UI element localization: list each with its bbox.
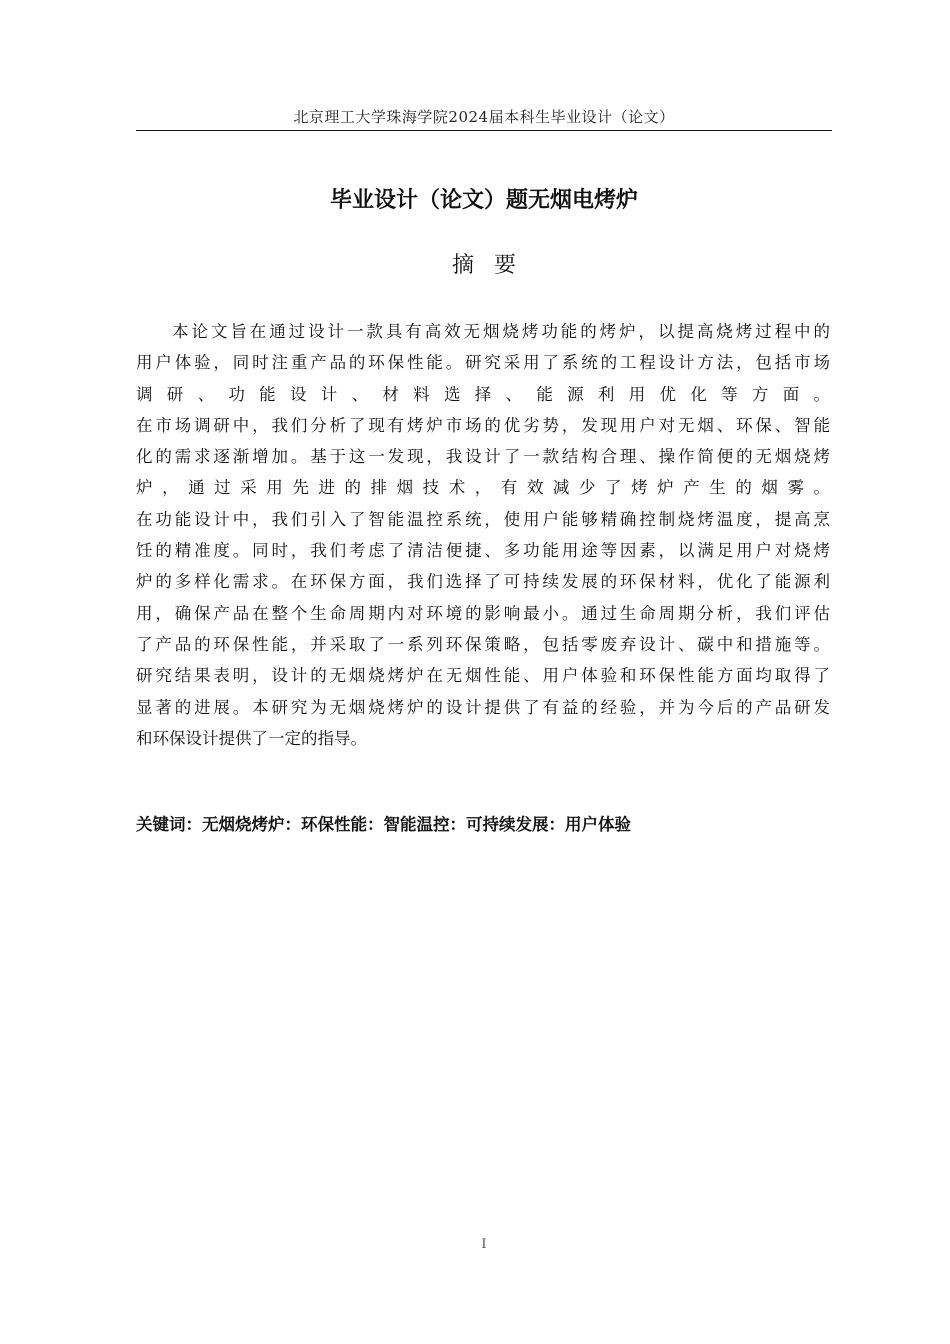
abstract-line: 炉，通过采用先进的排烟技术，有效减少了烤炉产生的烟雾。 — [136, 478, 830, 498]
abstract-line: 本论文旨在通过设计一款具有高效无烟烧烤功能的烤炉，以提高烧烤过程中的 — [172, 322, 830, 341]
running-header: 北京理工大学珠海学院2024届本科生毕业设计（论文） — [293, 108, 675, 126]
abstract-line: 了产品的环保性能，并采取了一系列环保策略，包括零废弃设计、碳中和措施等。 — [136, 634, 830, 654]
abstract-line: 饪的精准度。同时，我们考虑了清洁便捷、多功能用途等因素，以满足用户对烧烤 — [136, 541, 830, 561]
thesis-title: 毕业设计（论文）题无烟电烤炉 — [329, 188, 638, 213]
abstract-line: 显著的进展。本研究为无烟烧烤炉的设计提供了有益的经验，并为今后的产品研发 — [136, 697, 830, 717]
header-rule — [136, 130, 832, 131]
abstract-line: 和环保设计提供了一定的指导。 — [136, 728, 367, 748]
page-number: I — [481, 1237, 487, 1252]
abstract-body — [136, 316, 830, 754]
abstract-line: 在功能设计中，我们引入了智能温控系统，使用户能够精确控制烧烤温度，提高烹 — [136, 509, 830, 529]
keywords-line: 关键词：无烟烧烤炉：环保性能：智能温控：可持续发展：用户体验 — [136, 815, 631, 834]
abstract-line: 炉的多样化需求。在环保方面，我们选择了可持续发展的环保材料，优化了能源利 — [136, 572, 830, 592]
abstract-line: 化的需求逐渐增加。基于这一发现，我设计了一款结构合理、操作简便的无烟烧烤 — [136, 447, 830, 467]
abstract-line: 在市场调研中，我们分析了现有烤炉市场的优劣势，发现用户对无烟、环保、智能 — [136, 415, 830, 435]
abstract-line: 用户体验，同时注重产品的环保性能。研究采用了系统的工程设计方法，包括市场 — [136, 353, 830, 373]
abstract-line: 研究结果表明，设计的无烟烧烤炉在无烟性能、用户体验和环保性能方面均取得了 — [136, 666, 830, 686]
abstract-line: 用，确保产品在整个生命周期内对环境的影响最小。通过生命周期分析，我们评估 — [136, 603, 830, 623]
abstract-line: 调研、功能设计、材料选择、能源利用优化等方面。 — [136, 384, 830, 404]
abstract-heading: 摘要 — [451, 253, 536, 278]
